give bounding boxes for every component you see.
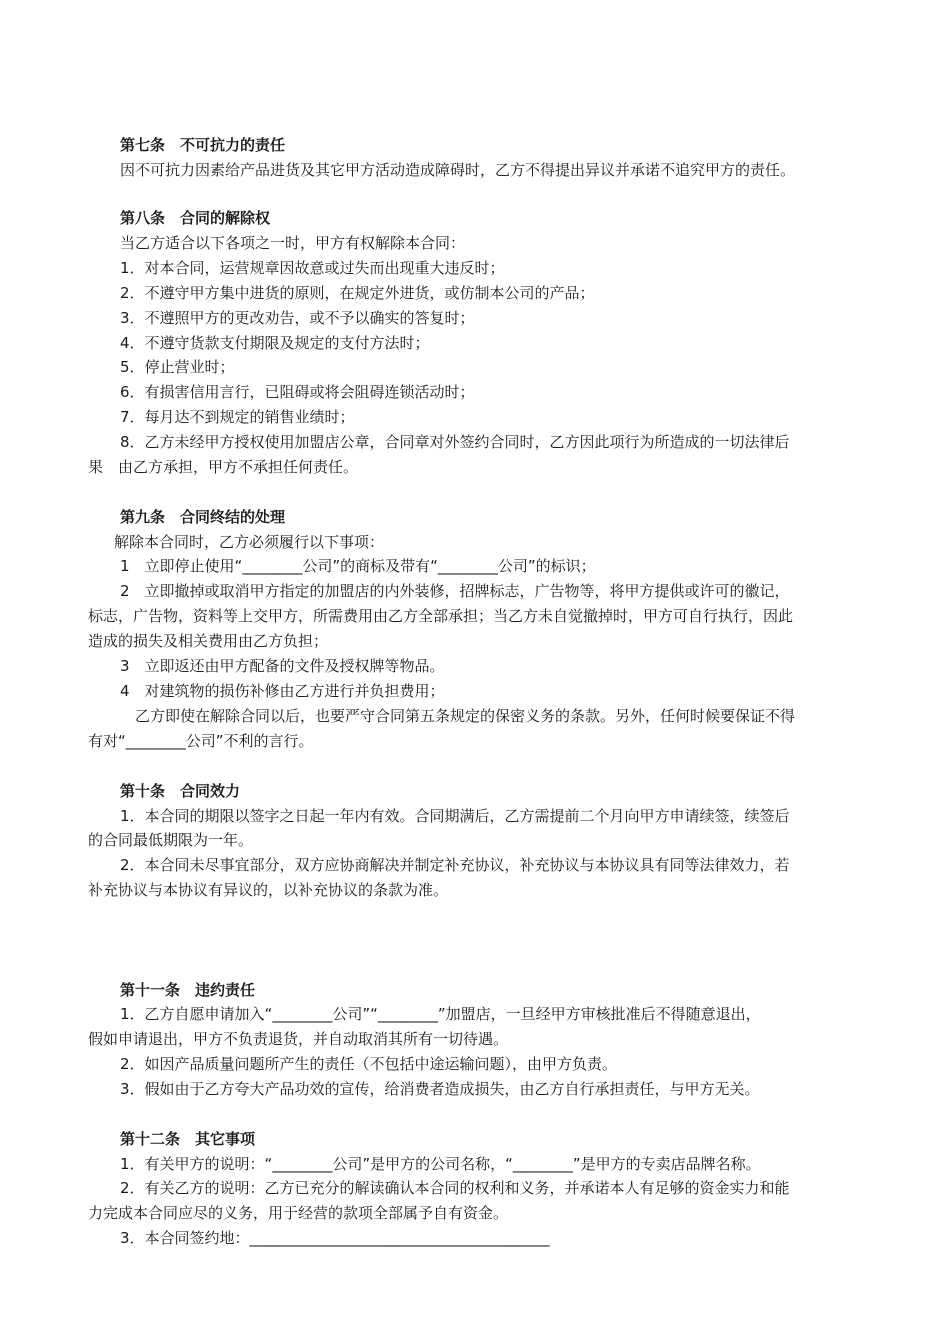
article-8-title: 第八条 合同的解除权 bbox=[120, 209, 271, 227]
article-9-item-2: 2 立即撤掉或取消甲方指定的加盟店的内外装修，招牌标志，广告物等，将甲方提供或许可的徽记， bbox=[120, 582, 790, 600]
article-8-item-7: 7．每月达不到规定的销售业绩时； bbox=[120, 408, 355, 426]
article-11-clause-3: 3．假如由于乙方夸大产品功效的宣传，给消费者造成损失，由乙方自行承担责任，与甲方无关。 bbox=[120, 1080, 760, 1098]
article-12-clause-2: 2．有关乙方的说明：乙方已充分的解读确认本合同的权利和义务，并承诺本人有足够的资金实力和能 bbox=[120, 1179, 790, 1197]
article-10-clause-2-line-2: 补充协议与本协议有异议的，以补充协议的条款为准。 bbox=[88, 881, 449, 899]
article-7-title: 第七条 不可抗力的责任 bbox=[120, 136, 286, 154]
article-8-intro: 当乙方适合以下各项之一时，甲方有权解除本合同： bbox=[120, 234, 466, 252]
article-9-item-2-line-3: 造成的损失及相关费用由乙方负担； bbox=[88, 632, 329, 650]
article-12-clause-3: 3．本合同签约地：________________________________________ bbox=[120, 1229, 550, 1247]
article-8-item-8: 8．乙方未经甲方授权使用加盟店公章，合同章对外签约合同时，乙方因此项行为所造成的一切法律后 bbox=[120, 433, 790, 451]
article-10-clause-2: 2．本合同未尽事宜部分，双方应协商解决并制定补充协议，补充协议与本协议具有同等法律效力，若 bbox=[120, 856, 790, 874]
article-11-title: 第十一条 违约责任 bbox=[120, 981, 256, 999]
article-12-clause-1: 1．有关甲方的说明：“________公司”是甲方的公司名称，“________”是甲方的专卖店品牌名称。 bbox=[120, 1155, 761, 1173]
article-10-title: 第十条 合同效力 bbox=[120, 782, 241, 800]
article-9-item-3: 3 立即返还由甲方配备的文件及授权牌等物品。 bbox=[120, 657, 445, 675]
article-8-item-6: 6．有损害信用言行，已阻碍或将会阻碍连锁活动时； bbox=[120, 383, 475, 401]
article-9-item-2-line-2: 标志，广告物，资料等上交甲方，所需费用由乙方全部承担；当乙方未自觉撤掉时，甲方可自行执行，因此 bbox=[88, 607, 794, 625]
article-11-clause-2: 2．如因产品质量问题所产生的责任（不包括中途运输问题），由甲方负责。 bbox=[120, 1055, 618, 1073]
article-8-item-2: 2．不遵守甲方集中进货的原则，在规定外进货，或仿制本公司的产品； bbox=[120, 284, 595, 302]
article-8-item-4: 4．不遵守货款支付期限及规定的支付方法时； bbox=[120, 334, 430, 352]
article-10-clause-1-line-2: 的合同最低期限为一年。 bbox=[88, 831, 254, 849]
article-8-item-3: 3．不遵照甲方的更改劝告，或不予以确实的答复时； bbox=[120, 309, 475, 327]
article-9-paragraph: 乙方即使在解除合同以后，也要严守合同第五条规定的保密义务的条款。另外，任何时候要保证不得 bbox=[135, 707, 796, 725]
article-11-clause-1: 1．乙方自愿申请加入“________公司”“________”加盟店，一旦经甲方审核批准后不得随意退出， bbox=[120, 1005, 761, 1023]
article-7-paragraph: 因不可抗力因素给产品进货及其它甲方活动造成障碍时，乙方不得提出异议并承诺不追究甲方的责任。 bbox=[120, 161, 796, 179]
article-9-intro: 解除本合同时，乙方必须履行以下事项： bbox=[114, 533, 385, 551]
article-9-paragraph-line-2: 有对“________公司”不利的言行。 bbox=[88, 732, 314, 750]
article-9-item-1: 1 立即停止使用“________公司”的商标及带有“________公司”的标识； bbox=[120, 557, 596, 575]
article-9-title: 第九条 合同终结的处理 bbox=[120, 508, 286, 526]
article-8-item-8-continued: 果 由乙方承担，甲方不承担任何责任。 bbox=[88, 458, 359, 476]
article-11-clause-1-line-2: 假如申请退出，甲方不负责退货，并自动取消其所有一切待遇。 bbox=[88, 1030, 509, 1048]
article-12-title: 第十二条 其它事项 bbox=[120, 1130, 256, 1148]
article-12-clause-2-line-2: 力完成本合同应尽的义务，用于经营的款项全部属予自有资金。 bbox=[88, 1204, 509, 1222]
article-8-item-1: 1．对本合同，运营规章因故意或过失而出现重大违反时； bbox=[120, 259, 505, 277]
article-9-item-4: 4 对建筑物的损伤补修由乙方进行并负担费用； bbox=[120, 682, 445, 700]
article-10-clause-1: 1．本合同的期限以签字之日起一年内有效。合同期满后，乙方需提前二个月向甲方申请续签，续签后 bbox=[120, 807, 790, 825]
article-8-item-5: 5．停止营业时； bbox=[120, 358, 235, 376]
